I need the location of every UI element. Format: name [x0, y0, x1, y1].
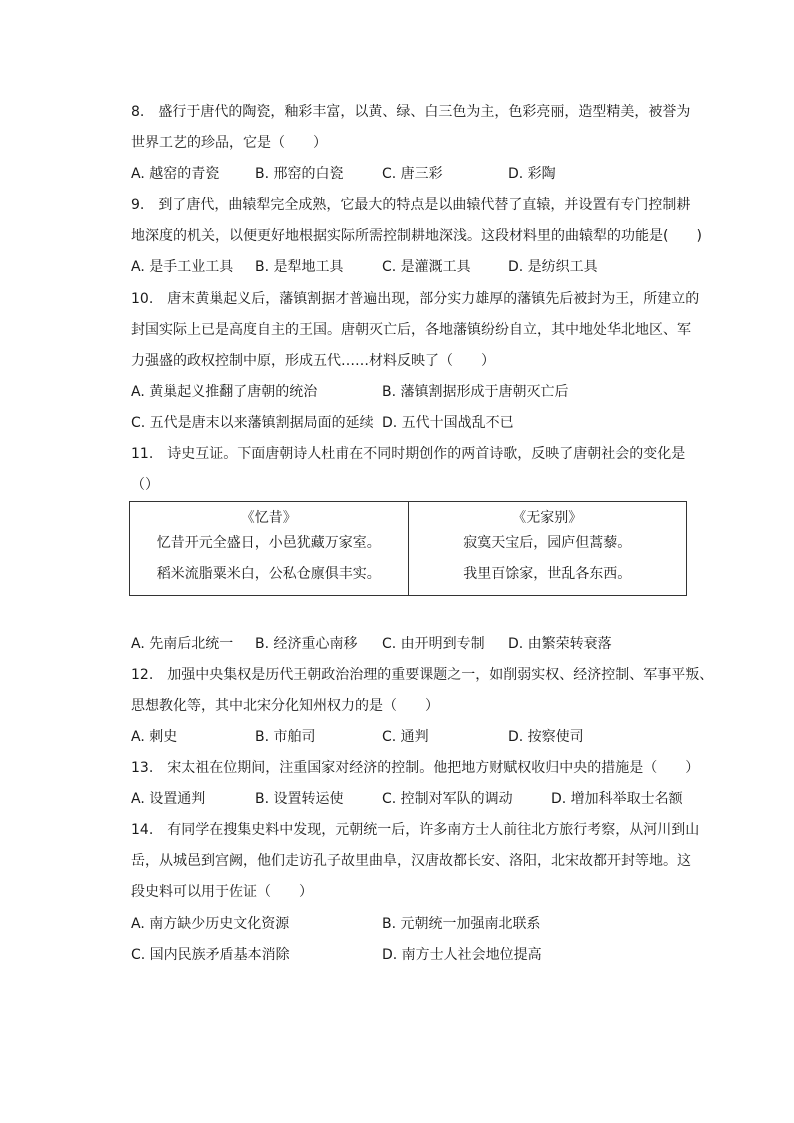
question-text-line: 思想教化等，其中北宋分化知州权力的是（ ）: [131, 698, 439, 714]
option-c[interactable]: C. 通判: [382, 729, 429, 745]
poem-title: 《无家别》: [512, 510, 583, 526]
question-text-line: 力强盛的政权控制中原，形成五代……材料反映了（ ）: [131, 353, 495, 369]
option-b[interactable]: B. 经济重心南移: [255, 636, 358, 652]
question-text-line: 8. 盛行于唐代的陶瓷，釉彩丰富，以黄、绿、白三色为主，色彩亮丽，造型精美，被誉为: [131, 104, 691, 120]
question-11: [131, 439, 691, 501]
question-12: [131, 660, 714, 722]
option-d[interactable]: D. 增加科举取士名额: [551, 791, 683, 807]
option-d[interactable]: D. 南方士人社会地位提高: [382, 947, 542, 963]
question-10-options-row-2: [131, 408, 731, 439]
option-c[interactable]: C. 控制对军队的调动: [382, 791, 513, 807]
question-text-line: 11. 诗史互证。下面唐朝诗人杜甫在不同时期创作的两首诗歌，反映了唐朝社会的变化是: [131, 446, 686, 462]
option-a[interactable]: A. 刺史: [131, 729, 178, 745]
poem-line: 我里百馀家，世乱各东西。: [463, 566, 632, 582]
question-13: [131, 753, 700, 784]
question-text-line: 13. 宋太祖在位期间，注重国家对经济的控制。他把地方财赋权收归中央的措施是（ ）: [131, 760, 700, 776]
question-13-options: [131, 784, 731, 815]
option-a[interactable]: A. 设置通判: [131, 791, 206, 807]
option-a[interactable]: A. 南方缺少历史文化资源: [131, 916, 290, 932]
question-8: [131, 97, 691, 159]
option-d[interactable]: D. 彩陶: [508, 166, 556, 182]
question-text-line: 封国实际上已是高度自主的王国。唐朝灭亡后，各地藩镇纷纷自立，其中地处华北地区、军: [131, 322, 691, 338]
question-11-options: [131, 629, 731, 660]
option-b[interactable]: B. 邢窑的白瓷: [255, 166, 344, 182]
option-c[interactable]: C. 是灌溉工具: [382, 259, 471, 275]
question-9: [131, 190, 702, 252]
poem-line: 寂寞天宝后，园庐但蒿藜。: [463, 535, 632, 551]
poem-title: 《忆昔》: [240, 510, 297, 526]
question-text-line: 岳，从城邑到宫阙，他们走访孔子故里曲阜，汉唐故都长安、洛阳，北宋故都开封等地。这: [131, 853, 691, 869]
question-9-options: [131, 252, 731, 283]
question-text-line: 14. 有同学在搜集史料中发现，元朝统一后，许多南方士人前往北方旅行考察，从河川到山: [131, 822, 700, 838]
poem-line: 忆昔开元全盛日，小邑犹藏万家室。: [156, 535, 381, 551]
option-d[interactable]: D. 由繁荣转衰落: [508, 636, 612, 652]
question-14: [131, 815, 700, 908]
question-14-options-row-2: [131, 940, 731, 971]
option-a[interactable]: A. 黄巢起义推翻了唐朝的统治: [131, 384, 318, 400]
option-a[interactable]: A. 先南后北统一: [131, 636, 234, 652]
question-text-line: 12. 加强中央集权是历代王朝政治治理的重要课题之一，如削弱实权、经济控制、军事平叛、: [131, 667, 714, 683]
question-text-line: （）: [131, 477, 159, 493]
question-14-options-row-1: [131, 909, 731, 940]
option-c[interactable]: C. 五代是唐末以来藩镇割据局面的延续: [131, 415, 374, 431]
option-b[interactable]: B. 元朝统一加强南北联系: [382, 916, 541, 932]
question-text-line: 世界工艺的珍品，它是（ ）: [131, 135, 327, 151]
option-c[interactable]: C. 国内民族矛盾基本消除: [131, 947, 290, 963]
question-text-line: 10. 唐末黄巢起义后，藩镇割据才普遍出现，部分实力雄厚的藩镇先后被封为王，所建立的: [131, 291, 700, 307]
question-8-options: [131, 159, 731, 190]
option-d[interactable]: D. 按察使司: [508, 729, 584, 745]
option-b[interactable]: B. 是犁地工具: [255, 259, 344, 275]
question-10: [131, 284, 700, 377]
option-b[interactable]: B. 藩镇割据形成于唐朝灭亡后: [382, 384, 569, 400]
poem-yixi: [130, 502, 408, 595]
option-b[interactable]: B. 设置转运使: [255, 791, 344, 807]
option-d[interactable]: D. 五代十国战乱不已: [382, 415, 514, 431]
question-12-options: [131, 722, 731, 753]
question-10-options-row-1: [131, 377, 731, 408]
question-text-line: 地深度的机关，以便更好地根据实际所需控制耕地深浅。这段材料里的曲辕犁的功能是( ): [131, 228, 702, 244]
question-text-line: 段史料可以用于佐证（ ）: [131, 884, 313, 900]
option-a[interactable]: A. 越窑的青瓷: [131, 166, 220, 182]
poem-wujiabie: [408, 502, 687, 595]
option-c[interactable]: C. 唐三彩: [382, 166, 443, 182]
poem-table: [129, 501, 687, 596]
option-b[interactable]: B. 市舶司: [255, 729, 316, 745]
poem-line: 稻米流脂粟米白，公私仓廪俱丰实。: [156, 566, 381, 582]
question-text-line: 9. 到了唐代，曲辕犁完全成熟，它最大的特点是以曲辕代替了直辕，并设置有专门控制耕: [131, 197, 691, 213]
option-c[interactable]: C. 由开明到专制: [382, 636, 485, 652]
option-d[interactable]: D. 是纺织工具: [508, 259, 598, 275]
option-a[interactable]: A. 是手工业工具: [131, 259, 234, 275]
